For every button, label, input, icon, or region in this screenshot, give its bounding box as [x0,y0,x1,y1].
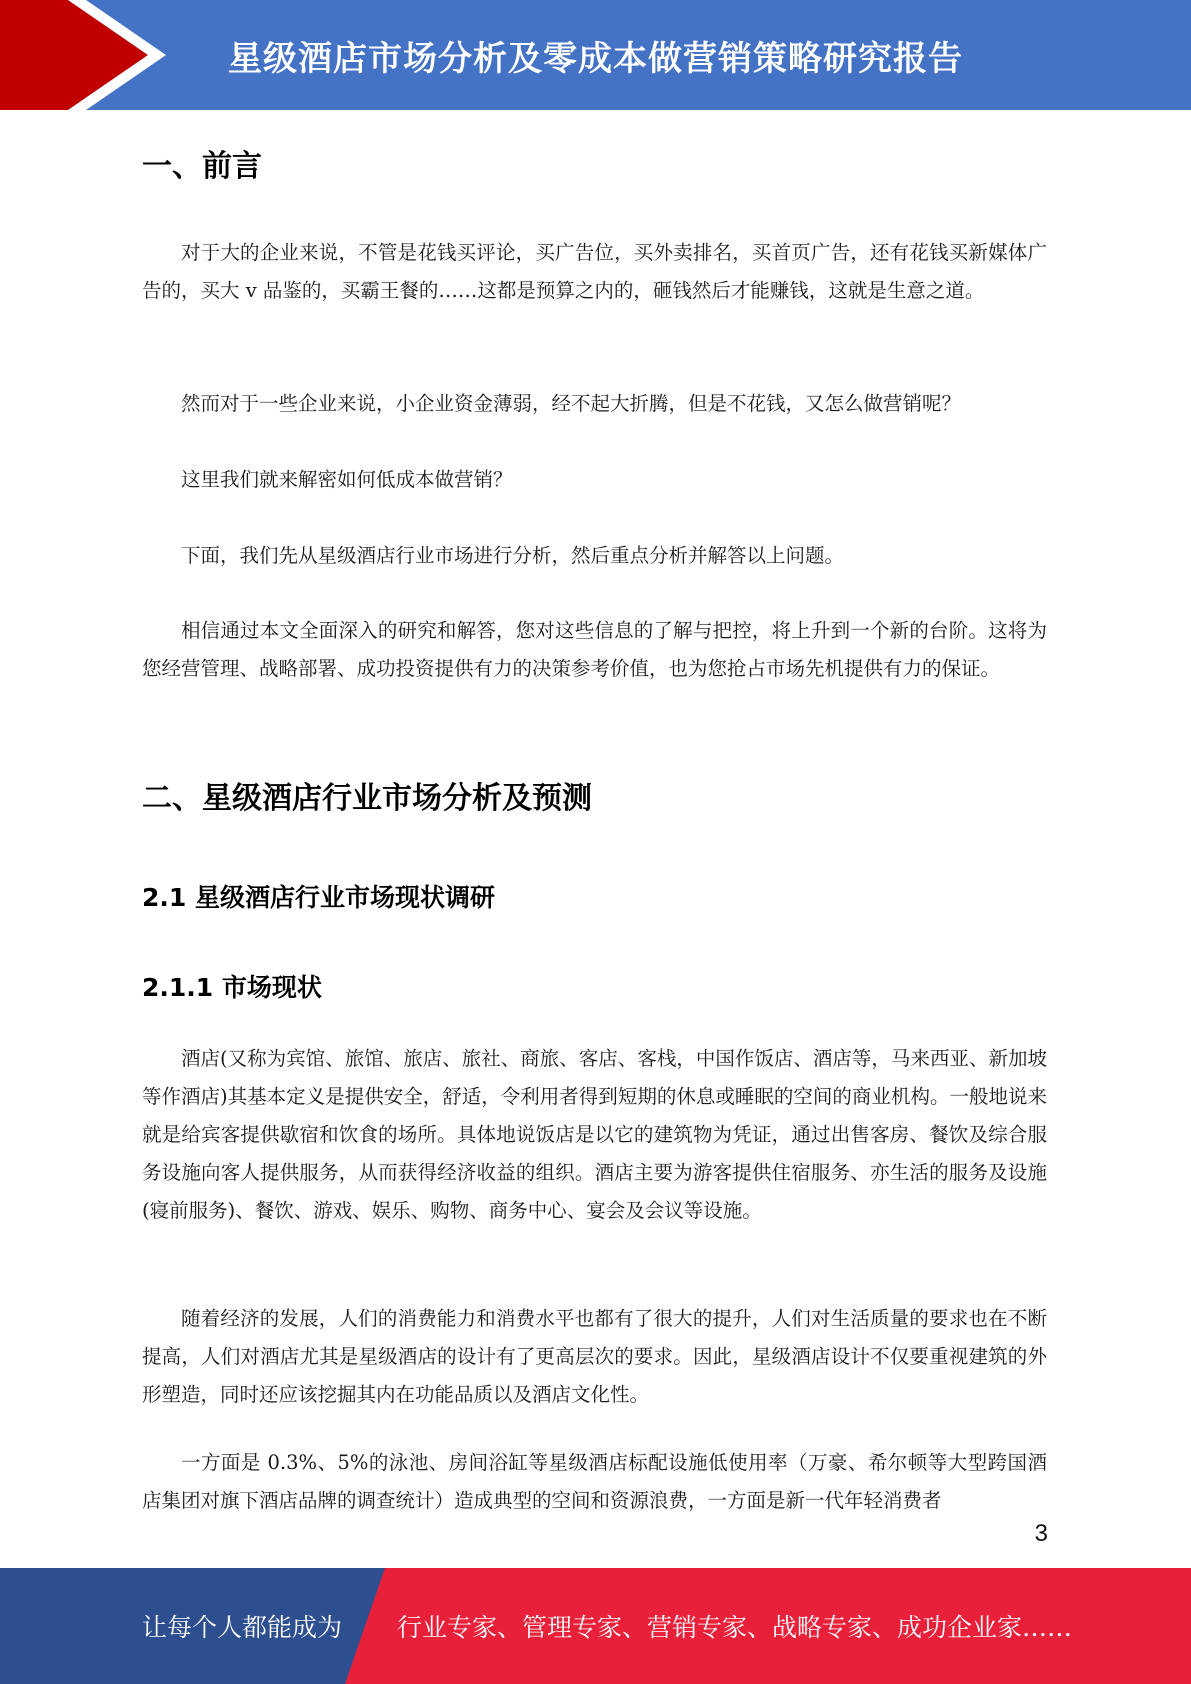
paragraph: 随着经济的发展，人们的消费能力和消费水平也都有了很大的提升，人们对生活质量的要求也在不断提高，人们对酒店尤其是星级酒店的设计有了更高层次的要求。因此，星级酒店设计不仅要重视建筑的外形塑造，同时还应该挖掘其内在功能品质以及酒店文化性。 [142,1307,1047,1406]
paragraph: 下面，我们先从星级酒店行业市场进行分析，然后重点分析并解答以上问题。 [181,544,845,567]
report-title: 星级酒店市场分析及零成本做营销策略研究报告 [228,38,963,79]
subsection-heading: 2.1 星级酒店行业市场现状调研 [142,883,495,912]
paragraph: 酒店(又称为宾馆、旅馆、旅店、旅社、商旅、客店、客栈，中国作饭店、酒店等，马来西亚、新加坡等作酒店)其基本定义是提供安全，舒适，令利用者得到短期的休息或睡眠的空间的商业机构。一般地说来就是给宾客提供歇宿和饮食的场所。具体地说饭店是以它的建筑物为凭证，通过出售客房、餐饮及综合服务设施向客人提供服务，从而获得经济收益的组织。酒店主要为游客提供住宿服务、亦生活的服务及设施(寝前服务)、餐饮、游戏、娱乐、购物、商务中心、宴会及会议等设施。 [142,1047,1047,1222]
footer-slogan-left: 让每个人都能成为 [142,1613,343,1642]
page-number: 3 [1034,1520,1048,1547]
paragraph: 这里我们就来解密如何低成本做营销？ [181,468,513,491]
paragraph: 对于大的企业来说，不管是花钱买评论，买广告位，买外卖排名，买首页广告，还有花钱买新媒体广告的，买大 v 品鉴的，买霸王餐的……这都是预算之内的，砸钱然后才能赚钱，这就是生意之道。 [142,241,1047,302]
footer-banner [0,1568,1191,1684]
section-heading-preface: 一、前言 [142,149,262,184]
subsubsection-heading: 2.1.1 市场现状 [142,973,322,1002]
paragraph: 一方面是 0.3%、5%的泳池、房间浴缸等星级酒店标配设施低使用率（万豪、希尔顿等大型跨国酒店集团对旗下酒店品牌的调查统计）造成典型的空间和资源浪费，一方面是新一代年轻消费者 [142,1451,1047,1512]
section-heading-market-analysis: 二、星级酒店行业市场分析及预测 [142,781,592,816]
header-banner [0,0,1191,110]
paragraph: 然而对于一些企业来说，小企业资金薄弱，经不起大折腾，但是不花钱，又怎么做营销呢？ [181,392,962,415]
paragraph: 相信通过本文全面深入的研究和解答，您对这些信息的了解与把控，将上升到一个新的台阶。这将为您经营管理、战略部署、成功投资提供有力的决策参考价值，也为您抢占市场先机提供有力的保证。 [142,619,1047,680]
footer-slogan-right: 行业专家、管理专家、营销专家、战略专家、成功企业家…… [397,1613,1073,1642]
